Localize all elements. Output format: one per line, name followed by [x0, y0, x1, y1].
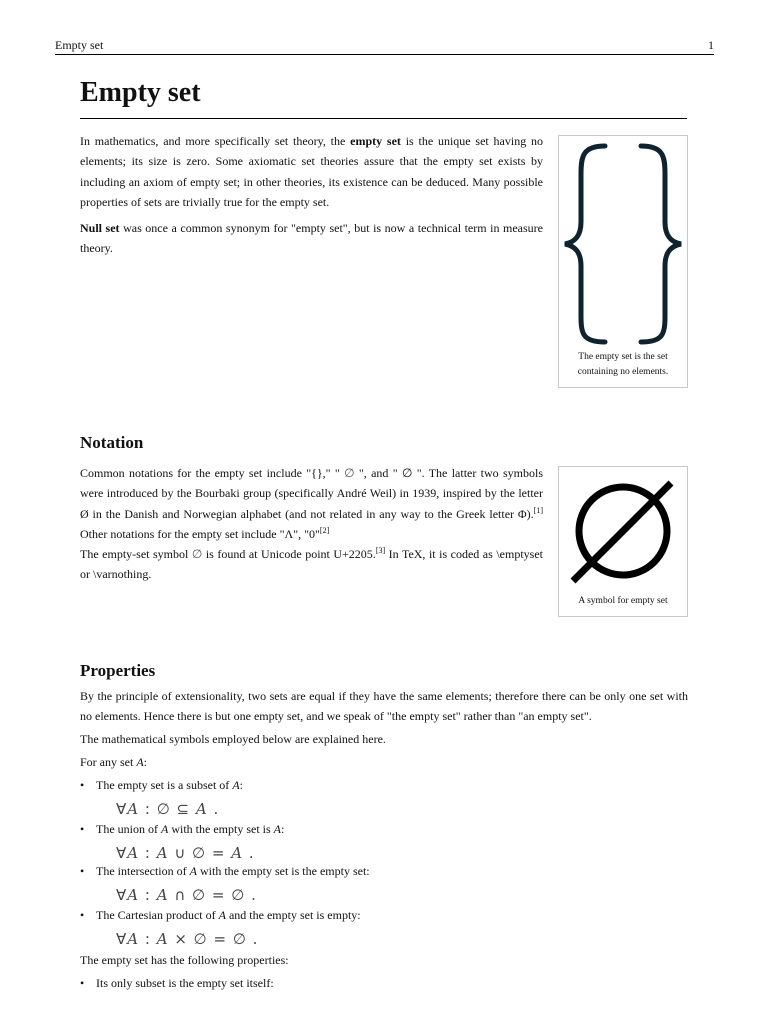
- list-item-text: The Cartesian product of A and the empty set is empty:: [96, 908, 361, 922]
- bold-term-null-set: Null set: [80, 221, 120, 236]
- figure-empty-set-symbol: [558, 466, 688, 617]
- bullet-dot: •: [80, 976, 85, 990]
- notation-paragraph-2: The empty-set symbol ∅ is found at Unicode point U+2205.[3] In TeX, it is coded as \emptyset or \varnothing.: [80, 546, 543, 582]
- figure1-caption: The empty set is the set containing no elements.: [577, 352, 669, 377]
- bullet-dot: •: [80, 864, 85, 878]
- bullet-dot: •: [80, 778, 85, 792]
- formula-intersection: ∀A : A ∩ ∅ = ∅ .: [116, 886, 257, 904]
- citation-1[interactable]: [1]: [533, 505, 543, 515]
- header-rule: [55, 54, 714, 55]
- empty-set-symbol-icon: [559, 467, 687, 587]
- bullet-dot: •: [80, 908, 85, 922]
- properties-paragraph-2: The mathematical symbols employed below are explained here.: [80, 732, 386, 746]
- citation-3[interactable]: [3]: [375, 546, 386, 556]
- list-item-text: Its only subset is the empty set itself:: [96, 976, 274, 990]
- list-item: [80, 973, 680, 993]
- properties-paragraph-1: By the principle of extensionality, two sets are equal if they have the same elements; therefore there can be only one set with no elements. Hence there is but one empty set, and we speak of "the empty set" rather than "an empty set".: [80, 689, 688, 724]
- intro-paragraph-1: In mathematics, and more specifically set theory, the empty set is the unique set having no elements; its size is zero. Some axiomatic set theories assure that the empty set exists by including an axiom of empty set; in other theories, its existence can be deduced. Many possible properties of sets are trivially true for the empty set.: [80, 134, 543, 209]
- formula-union: ∀A : A ∪ ∅ = A .: [116, 844, 255, 862]
- heading-notation: Notation: [80, 433, 144, 452]
- bold-term-empty-set: empty set: [350, 134, 401, 148]
- running-header-title: Empty set: [55, 38, 104, 52]
- list-item: [80, 905, 680, 925]
- intro-paragraph-2: Null set was once a common synonym for "empty set", but is now a technical term in measure theory.: [80, 221, 543, 256]
- notation-section: [80, 463, 543, 585]
- list-item-text: The intersection of A with the empty set is the empty set:: [96, 864, 370, 878]
- properties-paragraph-4: The empty set has the following properties:: [80, 953, 289, 967]
- bullet-dot: •: [80, 822, 85, 836]
- list-item: [80, 775, 680, 795]
- properties-intro: [80, 686, 688, 727]
- notation-paragraph-1: Common notations for the empty set include "{}," " ∅ ", and " ∅ ". The latter two symbols were introduced by the Bourbaki group (specifically André Weil) in 1939, inspired by the letter Ø in the Danish and Norwegian alphabet (and not related in any way to the Greek letter Φ).[1] Other notations for the empty set include "Λ", "0"[2]: [80, 466, 544, 541]
- figure-braces: [558, 135, 688, 388]
- list-item-text: The union of A with the empty set is A:: [96, 822, 285, 836]
- title-rule: [80, 118, 687, 119]
- formula-subset: ∀A : ∅ ⊆ A .: [116, 800, 220, 818]
- properties-paragraph-3: For any set A:: [80, 755, 148, 769]
- curly-braces-image: [559, 136, 687, 348]
- formula-cartesian-product: ∀A : A × ∅ = ∅ .: [116, 930, 259, 948]
- page-number: 1: [708, 38, 714, 52]
- heading-properties: Properties: [80, 661, 156, 680]
- citation-2[interactable]: [2]: [319, 525, 330, 535]
- list-item-text: The empty set is a subset of A:: [96, 778, 243, 792]
- list-item: [80, 861, 680, 881]
- page-title: Empty set: [80, 77, 201, 108]
- list-item: [80, 819, 680, 839]
- figure2-caption: A symbol for empty set: [578, 596, 668, 606]
- intro-section: [80, 131, 543, 259]
